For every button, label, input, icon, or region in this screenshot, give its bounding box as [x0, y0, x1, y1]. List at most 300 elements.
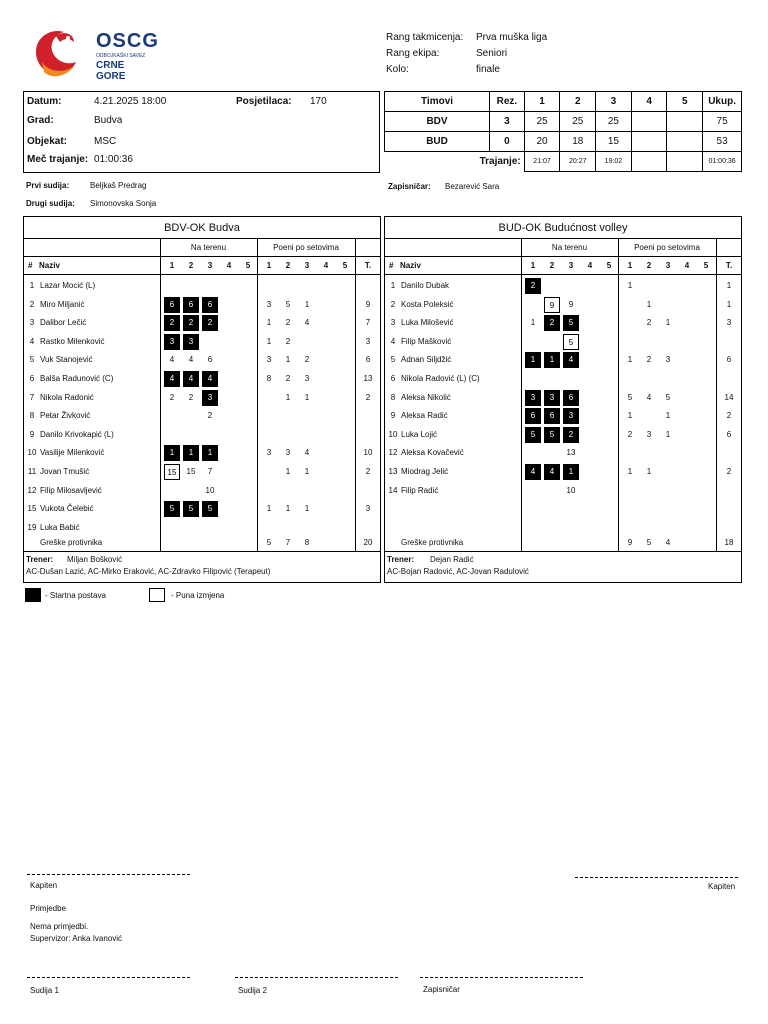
- logo-title: OSCG: [96, 30, 159, 52]
- set-points: [641, 445, 657, 461]
- score-header: 3: [596, 92, 632, 112]
- set-points: 1: [285, 504, 291, 514]
- set-points: 2: [285, 336, 291, 346]
- set-points: [337, 427, 353, 443]
- set-points: 1: [665, 318, 671, 328]
- opponent-errors-set: [698, 535, 714, 551]
- points-set-header: 4: [323, 261, 329, 270]
- total-duration: 01:00:36: [703, 152, 742, 172]
- score-set: [667, 112, 703, 132]
- player-name: Filip Mašković: [401, 336, 452, 346]
- score-set: [631, 112, 667, 132]
- opponent-errors-set: [679, 535, 695, 551]
- captain-left-line: [27, 874, 190, 875]
- set-points: [318, 464, 334, 480]
- player-row: [24, 445, 380, 463]
- set-points: [698, 483, 714, 499]
- starting-position-cell: 1: [202, 445, 218, 461]
- opponent-errors-total: 18: [724, 538, 734, 547]
- set-points: [679, 334, 695, 350]
- col-hash: #: [28, 261, 33, 270]
- second-referee: Simonovska Sonja: [90, 199, 157, 208]
- court-set-header: 2: [549, 261, 555, 270]
- team-panel-away: [384, 216, 742, 583]
- set-points: 1: [627, 467, 633, 476]
- set-points: 2: [646, 355, 652, 365]
- starting-position-cell: 5: [164, 501, 180, 517]
- player-name: Miodrag Jelić: [401, 467, 449, 476]
- set-points: 1: [627, 281, 633, 290]
- player-total: 6: [365, 355, 371, 365]
- player-total: [719, 483, 739, 499]
- set-points: [318, 483, 334, 499]
- set-points: [679, 427, 695, 443]
- legend: [25, 588, 224, 602]
- set-points: 2: [285, 374, 291, 383]
- set-points: [299, 334, 315, 350]
- set-points: [318, 371, 334, 387]
- starting-position-cell: 4: [183, 371, 199, 387]
- starting-position-cell: 6: [183, 297, 199, 313]
- player-name: Danilo Dubak: [401, 281, 450, 290]
- player-number: 8: [390, 392, 396, 402]
- player-number: 5: [29, 355, 35, 365]
- set-points: [641, 483, 657, 499]
- player-number: 15: [27, 504, 37, 514]
- set-points: 1: [285, 467, 291, 476]
- court-set-header: 4: [587, 261, 593, 270]
- team-name: BDV-OK Budva: [24, 217, 380, 239]
- player-row: [24, 315, 380, 333]
- set-points: [318, 297, 334, 313]
- sub-position-cell: 4: [169, 355, 175, 365]
- player-name: Miro Miljanić: [40, 299, 85, 309]
- set-points: 3: [266, 299, 272, 309]
- set-points: [337, 464, 353, 480]
- set-points: 1: [646, 299, 652, 309]
- referee2-label: Sudija 2: [238, 986, 267, 995]
- set-points: [337, 297, 353, 313]
- player-row: [24, 371, 380, 389]
- set-points: [318, 390, 334, 406]
- player-total: 2: [365, 392, 371, 402]
- set-points: [660, 297, 676, 313]
- coach-name: Dejan Radić: [430, 555, 474, 564]
- player-name: Luka Milošević: [401, 318, 454, 328]
- player-name: Aleksa Nikolić: [401, 392, 451, 402]
- set-points: [698, 278, 714, 294]
- venue-value: MSC: [94, 135, 117, 147]
- starting-position-cell: 5: [525, 427, 541, 443]
- player-name: Lazar Mocić (L): [40, 281, 96, 290]
- court-set-header: 2: [188, 261, 194, 270]
- player-total: [719, 445, 739, 461]
- starting-position-cell: 4: [544, 464, 560, 480]
- meta-label: Rang ekipa:: [386, 47, 440, 59]
- opponent-errors-label: Greške protivnika: [40, 538, 103, 547]
- attendance-label: Posjetilaca:: [236, 95, 292, 107]
- supervisor: Supervizor: Anka Ivanović: [30, 934, 123, 943]
- set-duration: 19:02: [596, 152, 632, 172]
- starting-position-cell: 1: [525, 352, 541, 368]
- starting-position-cell: 6: [202, 297, 218, 313]
- score-result: 0: [490, 132, 525, 152]
- set-points: [261, 483, 277, 499]
- set-points: [318, 315, 334, 331]
- score-header: 5: [667, 92, 703, 112]
- set-points: [660, 483, 676, 499]
- player-row: [385, 445, 741, 463]
- player-name: Dalibor Lečić: [40, 318, 87, 328]
- set-points: 1: [266, 318, 272, 328]
- set-points: 3: [665, 355, 671, 365]
- set-points: 1: [304, 504, 310, 514]
- player-name: Vuk Stanojević: [40, 355, 93, 365]
- competition-meta: [386, 29, 547, 77]
- attendance-value: 170: [310, 95, 327, 107]
- player-number: 4: [390, 336, 396, 346]
- starting-position-cell: 5: [544, 427, 560, 443]
- set-points: [679, 390, 695, 406]
- set-points: [337, 445, 353, 461]
- player-number: 10: [27, 448, 37, 458]
- player-number: 5: [390, 355, 396, 365]
- player-number: 6: [29, 374, 35, 383]
- set-points: [337, 371, 353, 387]
- meta-label: Kolo:: [386, 63, 409, 75]
- logo-line2: CRNE GORE: [96, 60, 126, 82]
- date-value: 4.21.2025 18:00: [94, 95, 167, 107]
- starting-position-cell: 6: [544, 408, 560, 424]
- points-header: Poeni po setovima: [273, 243, 339, 252]
- player-number: 12: [388, 448, 398, 458]
- player-row: [24, 408, 380, 426]
- set-points: 3: [304, 374, 310, 383]
- set-points: [660, 334, 676, 350]
- set-points: [337, 520, 353, 536]
- player-number: 1: [390, 281, 396, 290]
- set-points: 2: [646, 318, 652, 328]
- player-total: 2: [726, 411, 732, 421]
- player-number: 6: [390, 374, 396, 383]
- set-points: [318, 427, 334, 443]
- scorer: Bezarević Sara: [445, 182, 500, 191]
- set-points: [261, 464, 277, 480]
- sub-position-cell: 2: [169, 392, 175, 402]
- starting-position-cell: 3: [202, 390, 218, 406]
- set-points: [318, 278, 334, 294]
- starting-position-cell: 6: [563, 390, 579, 406]
- starting-position-cell: 4: [563, 352, 579, 368]
- score-result: 3: [490, 112, 525, 132]
- player-total: 6: [726, 429, 732, 439]
- coaching-staff: [385, 551, 741, 583]
- court-set-header: 3: [207, 261, 213, 270]
- duration-label: Meč trajanje:: [27, 153, 89, 165]
- meta-value: Seniori: [476, 47, 508, 59]
- column-groups: [385, 239, 741, 257]
- set-points: [280, 408, 296, 424]
- points-set-header: 4: [684, 261, 690, 270]
- score-header: Rez.: [490, 92, 525, 112]
- opponent-errors-label: Greške protivnika: [401, 538, 464, 547]
- date-label: Datum:: [27, 95, 62, 107]
- set-points: [280, 427, 296, 443]
- set-points: [337, 315, 353, 331]
- set-points: [318, 352, 334, 368]
- sub-position-cell: 6: [207, 355, 213, 365]
- col-total: T.: [725, 261, 733, 270]
- scorer-sign-label: Zapisničar: [423, 985, 460, 994]
- player-name: Vukota Čelebić: [40, 504, 94, 514]
- points-set-header: 2: [646, 261, 652, 270]
- points-set-header: 5: [703, 261, 709, 270]
- player-total: [719, 371, 739, 387]
- player-total: 7: [365, 318, 371, 328]
- player-total: [719, 334, 739, 350]
- second-referee-label: Drugi sudija:: [26, 199, 75, 208]
- player-name: Filip Radić: [401, 485, 439, 495]
- player-number: 4: [29, 336, 35, 346]
- player-row: [385, 464, 741, 482]
- points-set-header: 2: [285, 261, 291, 270]
- first-referee: Beljkaš Predrag: [90, 181, 147, 190]
- player-number: 9: [29, 429, 35, 439]
- player-row: [385, 427, 741, 445]
- set-points: [299, 483, 315, 499]
- player-number: 8: [29, 411, 35, 421]
- court-set-header: 3: [568, 261, 574, 270]
- starting-position-cell: 2: [202, 315, 218, 331]
- set-points: [679, 483, 695, 499]
- full-sub-swatch: [149, 588, 165, 602]
- starting-position-cell: 3: [164, 334, 180, 350]
- set-duration: [667, 152, 703, 172]
- player-name: Filip Milosavljević: [40, 485, 102, 495]
- player-number: 2: [390, 299, 396, 309]
- player-row: [385, 352, 741, 370]
- starting-position-cell: 2: [544, 315, 560, 331]
- set-points: [660, 464, 676, 480]
- opponent-errors-set: 5: [266, 538, 272, 547]
- starting-position-cell: 4: [164, 371, 180, 387]
- player-row: [24, 390, 380, 408]
- set-points: [679, 278, 695, 294]
- starting-position-cell: 3: [183, 334, 199, 350]
- scorer-sign-line: [420, 977, 583, 978]
- set-points: 4: [646, 392, 652, 402]
- set-points: 4: [304, 448, 310, 458]
- score-header: Timovi: [385, 92, 490, 112]
- opponent-errors-set: 4: [665, 538, 671, 547]
- set-points: [698, 371, 714, 387]
- set-points: 1: [665, 411, 671, 421]
- points-set-header: 3: [304, 261, 310, 270]
- player-total: 13: [363, 374, 373, 383]
- starting-lineup-label: - Startna postava: [45, 590, 106, 600]
- starting-position-cell: 6: [164, 297, 180, 313]
- set-points: [337, 390, 353, 406]
- player-row: [385, 483, 741, 501]
- player-number: 3: [29, 318, 35, 328]
- set-duration: [631, 152, 667, 172]
- starting-position-cell: 2: [164, 315, 180, 331]
- set-points: [641, 278, 657, 294]
- captain-left-label: Kapiten: [30, 881, 58, 890]
- notes-text: Nema primjedbi.: [30, 922, 89, 931]
- points-set-header: 5: [342, 261, 348, 270]
- sub-position-cell: 10: [566, 485, 576, 495]
- set-points: [698, 408, 714, 424]
- player-name: Petar Živković: [40, 411, 91, 421]
- set-points: [280, 520, 296, 536]
- captain-right-label: Kapiten: [708, 882, 736, 891]
- referee2-line: [235, 977, 398, 978]
- player-row: [385, 408, 741, 426]
- set-points: [622, 483, 638, 499]
- player-number: 14: [388, 485, 398, 495]
- score-set: [667, 132, 703, 152]
- set-points: [679, 315, 695, 331]
- city-value: Budva: [94, 114, 123, 126]
- set-points: [261, 278, 277, 294]
- team-panel-home: [23, 216, 381, 583]
- set-points: 1: [285, 355, 291, 365]
- player-number: 11: [27, 467, 37, 476]
- starting-position-cell: 1: [183, 445, 199, 461]
- opponent-errors-set: 9: [627, 538, 633, 547]
- player-row: [385, 315, 741, 333]
- coach-label: Trener:: [387, 555, 415, 564]
- starting-position-cell: 4: [202, 371, 218, 387]
- opponent-errors-row: [24, 535, 380, 551]
- score-set: 20: [524, 132, 560, 152]
- player-number: 9: [390, 411, 396, 421]
- points-set-header: 3: [665, 261, 671, 270]
- set-points: [299, 278, 315, 294]
- court-set-header: 1: [169, 261, 175, 270]
- player-total: 3: [365, 336, 371, 346]
- logo-line1: ODBOJKAŠKI SAVEZ: [96, 53, 146, 59]
- set-points: [641, 371, 657, 387]
- score-row: [385, 132, 742, 152]
- set-points: [318, 520, 334, 536]
- court-set-header: 5: [245, 261, 251, 270]
- player-row: [385, 278, 741, 296]
- duration-value: 01:00:36: [94, 153, 133, 165]
- score-header: Ukup.: [703, 92, 742, 112]
- set-points: 3: [646, 429, 652, 439]
- player-row: [24, 427, 380, 445]
- col-name: Naziv: [39, 261, 60, 270]
- player-name: Balša Radunović (C): [40, 374, 114, 383]
- player-name: Luka Babić: [40, 522, 80, 532]
- set-points: [261, 427, 277, 443]
- set-points: [337, 501, 353, 517]
- set-points: [318, 445, 334, 461]
- meta-value: Prva muška liga: [476, 31, 548, 43]
- sub-position-cell: 2: [188, 392, 194, 402]
- player-name: Jovan Tmušić: [40, 467, 90, 476]
- opponent-errors-set: [337, 535, 353, 551]
- score-row: [385, 112, 742, 132]
- sub-position-cell: 1: [530, 318, 536, 328]
- set-points: 1: [285, 392, 291, 402]
- sub-position-cell: 4: [188, 355, 194, 365]
- coach-label: Trener:: [26, 555, 54, 564]
- score-set: 25: [596, 112, 632, 132]
- starting-lineup-swatch: [25, 588, 41, 602]
- score-total: 53: [703, 132, 742, 152]
- player-total: 2: [365, 467, 371, 476]
- set-points: [698, 427, 714, 443]
- set-points: 1: [627, 355, 633, 365]
- set-points: [622, 445, 638, 461]
- player-number: 7: [29, 392, 35, 402]
- meta-label: Rang takmicenja:: [386, 31, 464, 43]
- set-points: [318, 501, 334, 517]
- starting-position-cell: 3: [544, 390, 560, 406]
- set-points: [679, 371, 695, 387]
- set-points: [679, 464, 695, 480]
- set-points: [337, 278, 353, 294]
- set-points: 1: [304, 299, 310, 309]
- starting-position-cell: 1: [164, 445, 180, 461]
- player-name: Aleksa Radić: [401, 411, 448, 421]
- set-duration-label: Trajanje:: [479, 156, 521, 168]
- set-points: [280, 483, 296, 499]
- score-table: [384, 91, 742, 172]
- sub-position-cell: 7: [207, 467, 213, 476]
- starting-position-cell: 3: [525, 390, 541, 406]
- score-header: 1: [524, 92, 560, 112]
- player-number: 10: [388, 429, 398, 439]
- set-points: [679, 445, 695, 461]
- set-points: 3: [266, 355, 272, 365]
- player-row: [385, 390, 741, 408]
- player-name: Vasilije Milenković: [40, 448, 105, 458]
- coaching-staff: [24, 551, 380, 583]
- on-court-header: Na terenu: [551, 243, 588, 252]
- player-number: 2: [29, 299, 35, 309]
- set-points: [622, 334, 638, 350]
- set-points: [261, 520, 277, 536]
- col-hash: #: [389, 261, 394, 270]
- player-row: [385, 297, 741, 315]
- captain-right-line: [575, 877, 738, 878]
- starting-position-cell: 5: [202, 501, 218, 517]
- starting-position-cell: 2: [525, 278, 541, 294]
- sub-position-cell: 13: [566, 448, 576, 458]
- player-total: [358, 520, 378, 536]
- venue-label: Objekat:: [27, 135, 68, 147]
- player-total: 1: [726, 281, 732, 290]
- set-points: 2: [304, 355, 310, 365]
- score-total: 75: [703, 112, 742, 132]
- first-referee-label: Prvi sudija:: [26, 181, 70, 190]
- set-points: [622, 371, 638, 387]
- match-info: [23, 91, 380, 173]
- sub-position-cell: 10: [205, 485, 215, 495]
- player-total: [358, 408, 378, 424]
- federation-logo: [28, 22, 159, 82]
- starting-position-cell: 1: [544, 352, 560, 368]
- sub-position-cell: 9: [568, 299, 574, 309]
- set-points: 4: [304, 318, 310, 328]
- set-points: [679, 297, 695, 313]
- starting-position-cell: 1: [563, 464, 579, 480]
- assistant-coaches: AC-Dušan Lazić, AC-Mirko Eraković, AC-Zdravko Filipović (Terapeut): [26, 567, 271, 576]
